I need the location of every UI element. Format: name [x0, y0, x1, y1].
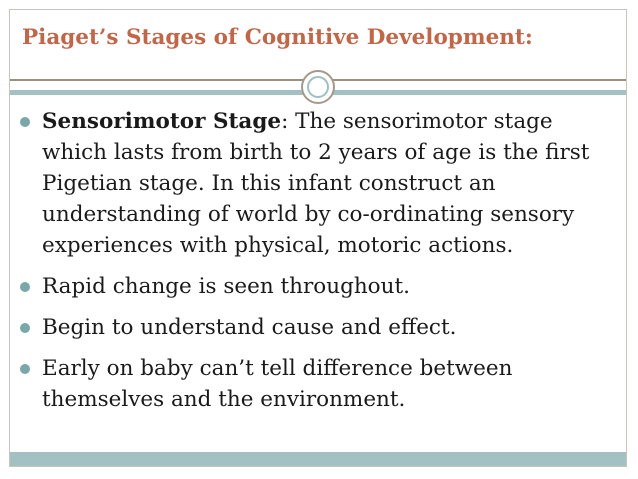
bullet-item — [18, 271, 618, 302]
bullet-term: Sensorimotor Stage — [42, 109, 282, 134]
bullet-dot-icon — [20, 364, 30, 374]
circle-medallion-icon — [301, 70, 335, 104]
bullet-item — [18, 312, 618, 343]
footer-accent-band — [10, 452, 626, 466]
bullet-text: Rapid change is seen throughout. — [42, 274, 410, 299]
bullet-text: Begin to understand cause and effect. — [42, 315, 457, 340]
bullet-item — [18, 106, 618, 261]
bullet-text: : The sensorimotor stage which lasts from birth to 2 years of age is the first Pigetian stage. In this infant construct an understanding of world by co-ordinating sensory experiences with physical, motoric actions. — [42, 109, 590, 258]
bullet-text: Early on baby can’t tell difference between themselves and the environment. — [42, 356, 513, 412]
bullet-dot-icon — [20, 117, 30, 127]
bullet-dot-icon — [20, 282, 30, 292]
circle-medallion-inner — [307, 76, 329, 98]
slide-title: Piaget’s Stages of Cognitive Development: — [22, 25, 533, 50]
bullet-dot-icon — [20, 323, 30, 333]
title-rule-left — [10, 79, 308, 81]
bullet-item — [18, 353, 618, 415]
title-rule-right — [330, 79, 626, 81]
slide-content — [18, 106, 618, 415]
